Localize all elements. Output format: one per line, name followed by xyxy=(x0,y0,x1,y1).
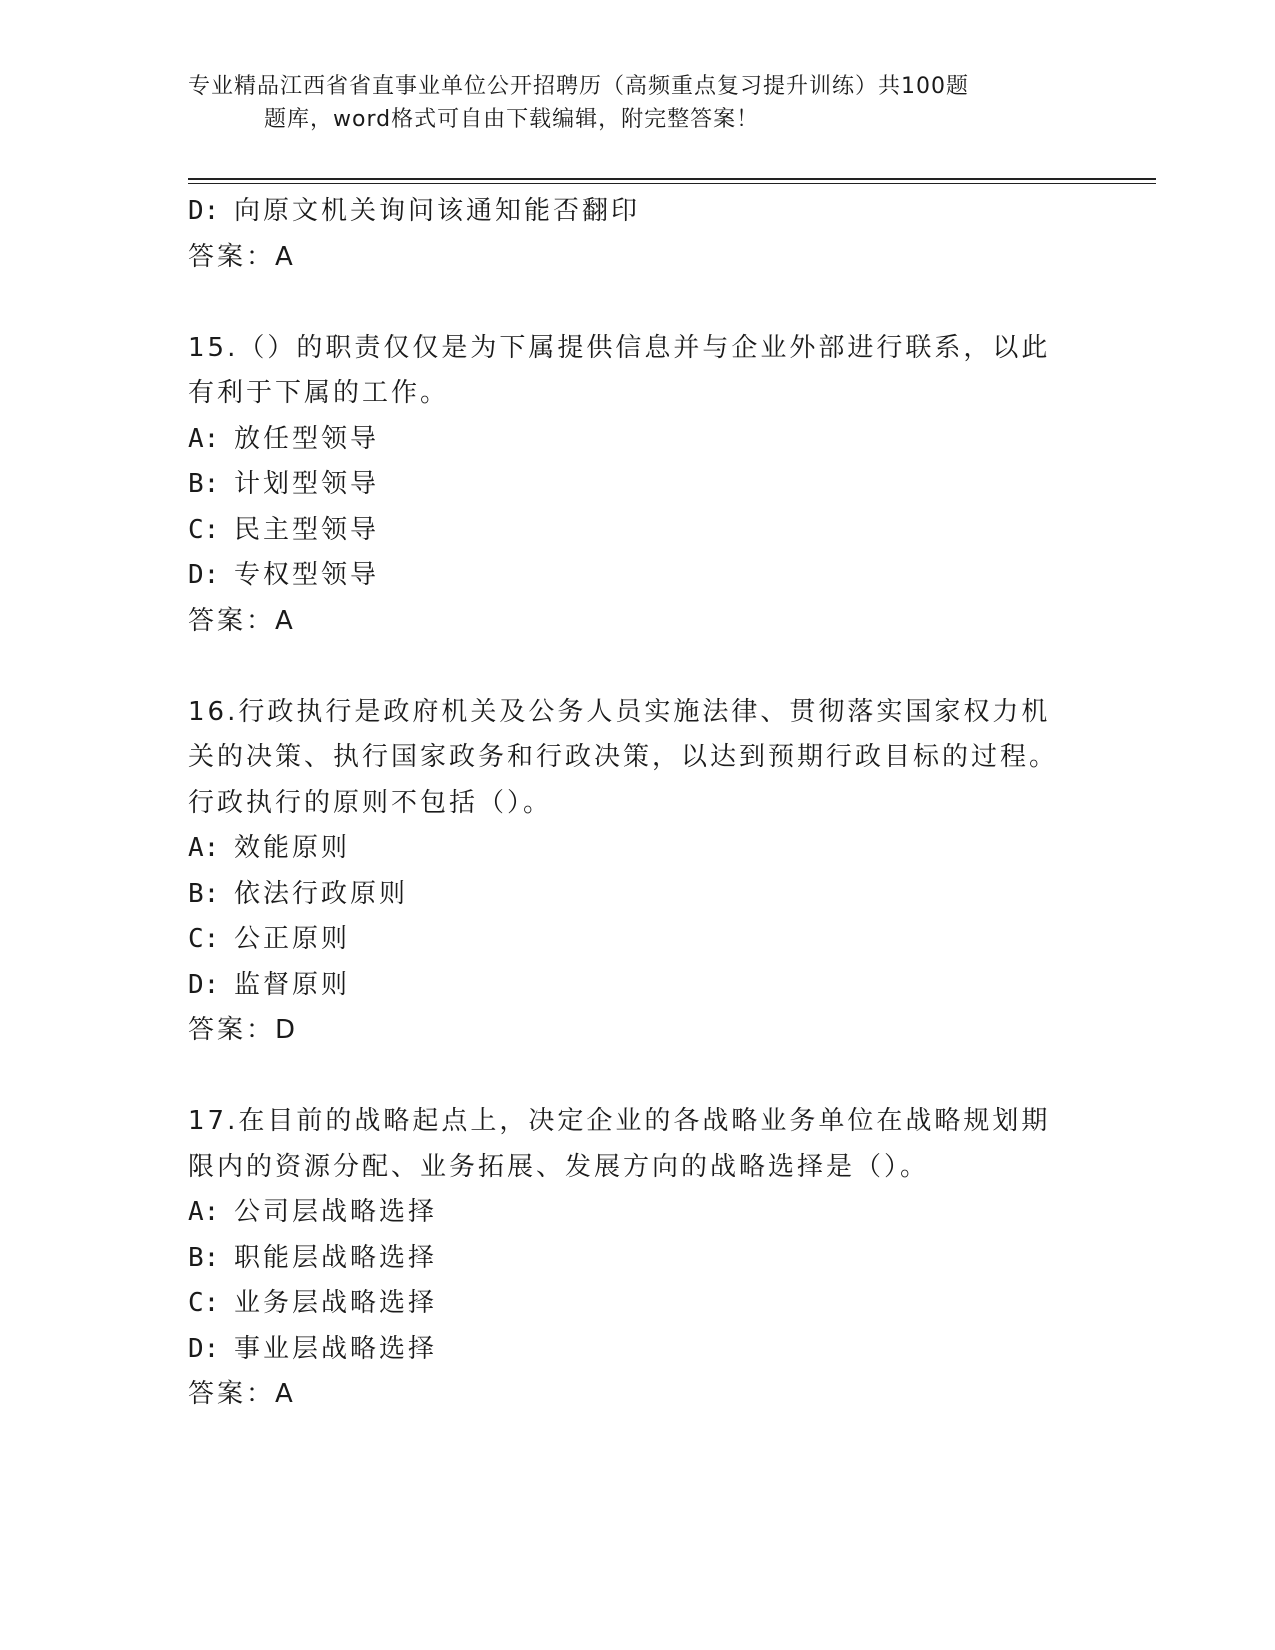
option-b xyxy=(188,1236,1088,1282)
option-b xyxy=(188,872,1088,918)
option-c xyxy=(188,508,1088,554)
option-c xyxy=(188,1281,1088,1327)
option-c xyxy=(188,917,1088,963)
option-letter: B: xyxy=(188,469,220,499)
option-text: 公正原则 xyxy=(234,924,351,954)
option-d xyxy=(188,553,1088,599)
answer-label: 答案： xyxy=(188,1015,276,1045)
option-letter: C: xyxy=(188,1288,220,1318)
question-15 xyxy=(188,326,1088,645)
option-letter: D: xyxy=(188,969,220,1000)
question-stem: 15.（）的职责仅仅是为下属提供信息并与企业外部进行联系，以此有利于下属的工作。 xyxy=(188,332,1051,408)
option-text: 公司层战略选择 xyxy=(234,1197,438,1227)
option-letter: A: xyxy=(188,1197,220,1227)
option-letter: A: xyxy=(188,833,220,863)
answer-value: A xyxy=(275,1379,293,1409)
answer-value: A xyxy=(275,605,293,636)
answer-line xyxy=(188,235,1088,281)
question-16 xyxy=(188,690,1088,1054)
header-title-line-2: 题库，word格式可自由下载编辑，附完整答案！ xyxy=(264,107,760,132)
option-a xyxy=(188,826,1088,872)
question-content xyxy=(188,189,1088,1418)
question-stem: 16.行政执行是政府机关及公务人员实施法律、贯彻落实国家权力机关的决策、执行国家政务和行政决策，以达到预期行政目标的过程。行政执行的原则不包括（）。 xyxy=(188,696,1059,818)
option-text: 放任型领导 xyxy=(234,423,380,454)
answer-value: A xyxy=(275,241,293,272)
option-d xyxy=(188,189,1088,235)
option-letter: B: xyxy=(188,878,220,909)
answer-line xyxy=(188,1372,1088,1418)
option-d xyxy=(188,1327,1088,1373)
answer-line xyxy=(188,1008,1088,1054)
option-letter: A: xyxy=(188,423,220,454)
option-text: 专权型领导 xyxy=(234,560,380,590)
option-text: 事业层战略选择 xyxy=(234,1333,438,1364)
option-text: 向原文机关询问该通知能否翻印 xyxy=(234,196,641,226)
answer-label: 答案： xyxy=(188,605,276,636)
answer-value: D xyxy=(275,1015,296,1045)
option-letter: D: xyxy=(188,560,220,590)
option-text: 计划型领导 xyxy=(234,469,380,499)
option-d xyxy=(188,963,1088,1009)
option-letter: D: xyxy=(188,196,220,226)
option-a xyxy=(188,417,1088,463)
option-text: 业务层战略选择 xyxy=(234,1288,438,1318)
option-text: 依法行政原则 xyxy=(234,878,409,909)
option-letter: C: xyxy=(188,924,220,954)
option-a xyxy=(188,1190,1088,1236)
option-letter: C: xyxy=(188,514,220,545)
option-text: 监督原则 xyxy=(234,969,351,1000)
option-text: 民主型领导 xyxy=(234,514,380,545)
option-text: 职能层战略选择 xyxy=(234,1242,438,1273)
option-letter: B: xyxy=(188,1242,220,1273)
document-header xyxy=(188,70,1068,136)
answer-line xyxy=(188,599,1088,645)
option-letter: D: xyxy=(188,1333,220,1364)
header-divider-thick xyxy=(188,178,1156,180)
option-b xyxy=(188,462,1088,508)
carryover-question xyxy=(188,189,1088,280)
question-17 xyxy=(188,1099,1088,1418)
option-text: 效能原则 xyxy=(234,833,351,863)
header-divider-thin xyxy=(188,183,1156,184)
answer-label: 答案： xyxy=(188,241,276,272)
header-title-line-1: 专业精品江西省省直事业单位公开招聘历（高频重点复习提升训练）共100题 xyxy=(188,74,969,99)
answer-label: 答案： xyxy=(188,1379,276,1409)
question-stem: 17.在目前的战略起点上，决定企业的各战略业务单位在战略规划期限内的资源分配、业务拓展、发展方向的战略选择是（）。 xyxy=(188,1106,1051,1182)
